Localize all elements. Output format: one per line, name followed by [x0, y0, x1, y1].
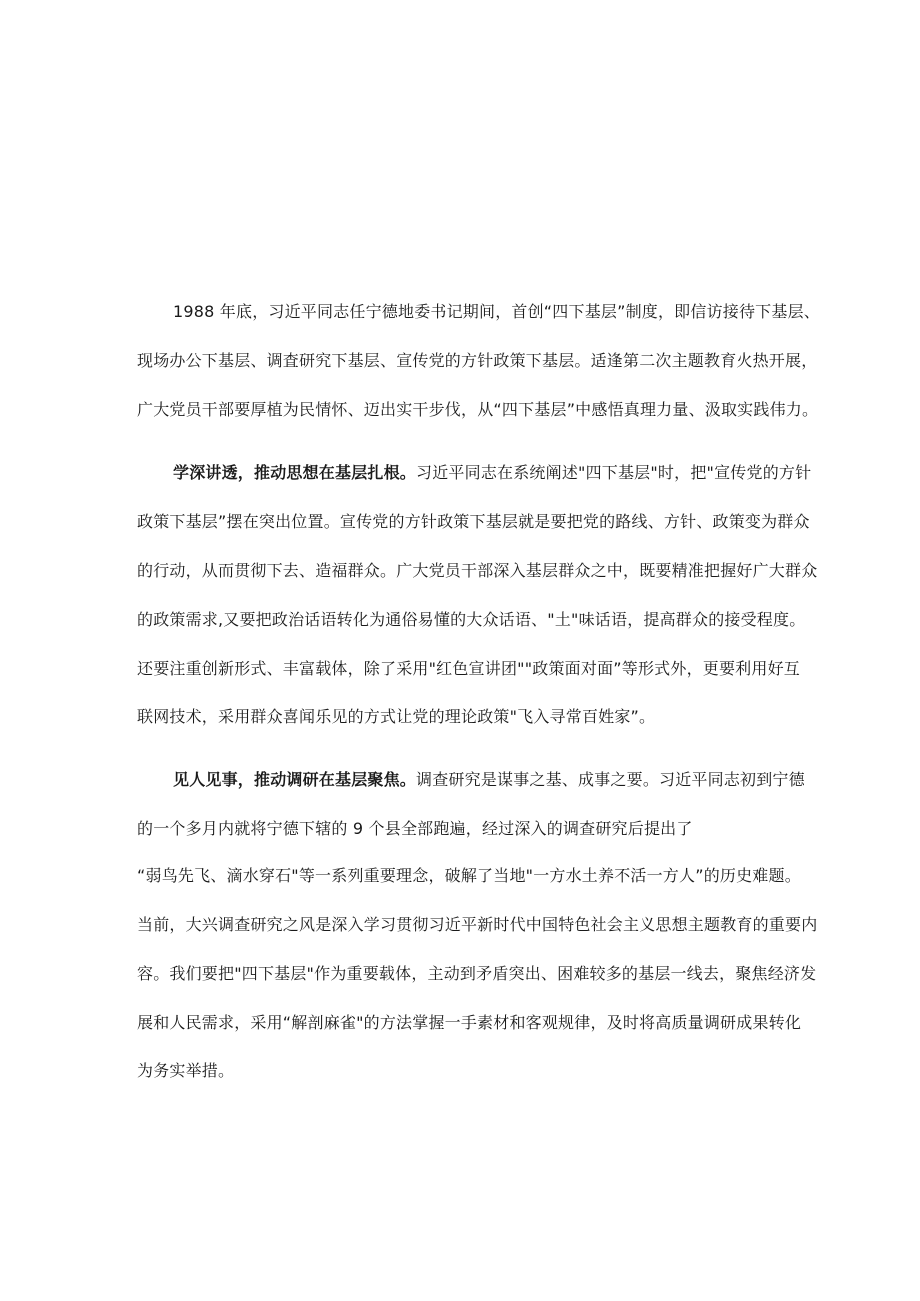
paragraph-3-line-7: 为务实举措。	[137, 1061, 235, 1080]
paragraph-2-line-4: 的政策需求,又要把政治话语转化为通俗易懂的大众话语、"土"味话语，提高群众的接受程度。	[137, 610, 806, 629]
paragraph-2-line-2: 政策下基层”摆在突出位置。宣传党的方针政策下基层就是要把党的路线、方针、政策变为群众	[137, 512, 810, 531]
paragraph-3-lead: 见人见事，推动调研在基层聚焦。	[173, 770, 417, 789]
paragraph-3-line-1-text: 调查研究是谋事之基、成事之要。习近平同志初到宁德	[416, 770, 805, 789]
paragraph-3-line-5: 容。我们要把"四下基层"作为重要载体，主动到矛盾突出、困难较多的基层一线去，聚焦经济发	[137, 964, 817, 983]
paragraph-3-line-4: 当前，大兴调查研究之风是深入学习贯彻习近平新时代中国特色社会主义思想主题教育的重要内	[137, 915, 818, 934]
paragraph-3-line-3: “弱鸟先飞、滴水穿石"等一系列重要理念，破解了当地"一方水土养不活一方人”的历史难题。	[137, 866, 801, 885]
paragraph-3-line-1	[173, 770, 805, 790]
paragraph-2-line-5: 还要注重创新形式、丰富载体，除了采用"红色宣讲团""政策面对面”等形式外，更要利用好互	[137, 659, 800, 678]
paragraph-2-line-3: 的行动，从而贯彻下去、造福群众。广大党员干部深入基层群众之中，既要精准把握好广大群众	[137, 561, 818, 580]
paragraph-1-line-3: 广大党员干部要厚植为民情怀、迈出实干步伐，从“四下基层”中感悟真理力量、汲取实践伟力。	[137, 400, 819, 419]
paragraph-1-line-2: 现场办公下基层、调査研究下基层、宣传党的方针政策下基层。适逢第二次主题教育火热开展，	[137, 351, 818, 370]
paragraph-2-line-1	[173, 463, 811, 483]
paragraph-3-line-6: 展和人民需求，采用“解剖麻雀"的方法掌握一手素材和客观规律，及时将高质量调研成果转化	[137, 1013, 802, 1032]
paragraph-2-line-1-text: 习近平同志在系统阐述"四下基层"时，把"宣传党的方针	[416, 463, 812, 482]
paragraph-3-line-2: 的一个多月内就将宁德下辖的 9 个县全部跑遍，经过深入的调查研究后提出了	[137, 819, 693, 838]
paragraph-2-lead: 学深讲透，推动思想在基层扎根。	[173, 463, 417, 482]
paragraph-1-line-1: 1988 年底，习近平同志任宁德地委书记期间，首创“四下基层”制度，即信访接待下基层、	[173, 302, 820, 321]
paragraph-2-line-6: 联网技术，采用群众喜闻乐见的方式让党的理论政策"飞入寻常百姓家”。	[137, 707, 656, 726]
